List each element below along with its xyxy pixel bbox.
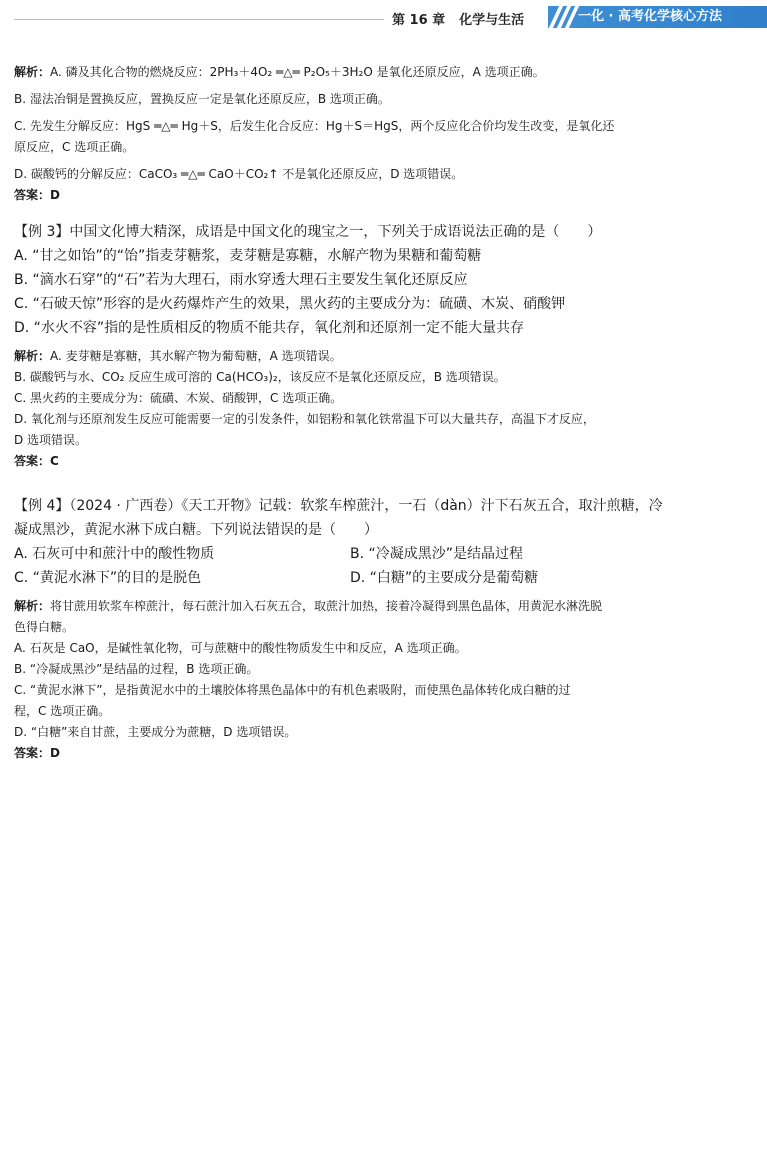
analysis-line: B. “冷凝成黑沙”是结晶的过程，B 选项正确。 (14, 662, 259, 676)
analysis-line: C. 黑火药的主要成分为：硫磺、木炭、硝酸钾，C 选项正确。 (14, 391, 343, 405)
analysis-line: B. 湿法冶铜是置换反应，置换反应一定是氧化还原反应，B 选项正确。 (14, 92, 390, 106)
example-4 (14, 494, 754, 764)
answer-line: 答案：C (14, 454, 59, 468)
answer-line: 答案：D (14, 188, 60, 202)
option-c: C. “黄泥水淋下”的目的是脱色 (14, 570, 202, 586)
question-text: 凝成黑沙，黄泥水淋下成白糖。下列说法错误的是（ ） (14, 522, 378, 538)
option-c: C. “石破天惊”形容的是火药爆炸产生的效果，黑火药的主要成分为：硫磺、木炭、硝酸钾 (14, 296, 566, 312)
analysis-line: C. “黄泥水淋下”，是指黄泥水中的土壤胶体将黑色晶体中的有机色素吸附，而使黑色晶体转化成白糖的过 (14, 683, 571, 697)
analysis-line: C. 先发生分解反应：HgS ═△═ Hg＋S，后发生化合反应：Hg＋S＝HgS，两个反应化合价均发生改变，是氧化还 (14, 119, 615, 133)
analysis-line: 解析：将甘蔗用软浆车榨蔗汁，每石蔗汁加入石灰五合，取蔗汁加热，接着冷凝得到黑色晶体，用黄泥水淋洗脱 (14, 599, 603, 613)
analysis-line: D. 氧化剂与还原剂发生反应可能需要一定的引发条件，如铝粉和氧化铁常温下可以大量共存，高温下才反应， (14, 412, 595, 426)
chapter-heading (392, 9, 524, 28)
options-grid (14, 542, 754, 590)
analysis-line: 解析：A. 麦芽糖是寡糖，其水解产物为葡萄糖，A 选项错误。 (14, 349, 342, 363)
header-rule (14, 19, 384, 20)
option-b: B. “滴水石穿”的“石”若为大理石，雨水穿透大理石主要发生氧化还原反应 (14, 272, 468, 288)
question-text: 【例 3】中国文化博大精深，成语是中国文化的瑰宝之一，下列关于成语说法正确的是（ ） (14, 224, 602, 240)
analysis-block-1 (14, 62, 754, 206)
analysis-line: D. 碳酸钙的分解反应：CaCO₃ ═△═ CaO＋CO₂↑ 不是氧化还原反应，D 选项错误。 (14, 167, 464, 181)
analysis-line: 解析：A. 磷及其化合物的燃烧反应：2PH₃＋4O₂ ═△═ P₂O₅＋3H₂O 是氧化还原反应，A 选项正确。 (14, 65, 545, 79)
chapter-number: 第 16 章 (392, 13, 446, 28)
banner-slashes-decoration (552, 6, 578, 28)
analysis-line: D 选项错误。 (14, 433, 88, 447)
analysis-line: D. “白糖”来自甘蔗，主要成分为蔗糖，D 选项错误。 (14, 725, 297, 739)
option-d: D. “白糖”的主要成分是葡萄糖 (350, 570, 539, 586)
example-3 (14, 220, 754, 472)
analysis-line: A. 石灰是 CaO，是碱性氧化物，可与蔗糖中的酸性物质发生中和反应，A 选项正确。 (14, 641, 467, 655)
option-a: A. “甘之如饴”的“饴”指麦芽糖浆，麦芽糖是寡糖，水解产物为果糖和葡萄糖 (14, 248, 482, 264)
page-content (14, 62, 754, 764)
option-d: D. “水火不容”指的是性质相反的物质不能共存，氧化剂和还原剂一定不能大量共存 (14, 320, 525, 336)
analysis-line: B. 碳酸钙与水、CO₂ 反应生成可溶的 Ca(HCO₃)₂，该反应不是氧化还原反应，B 选项错误。 (14, 370, 506, 384)
analysis-line: 程，C 选项正确。 (14, 704, 111, 718)
analysis-line: 色得白糖。 (14, 620, 75, 634)
chapter-title: 化学与生活 (459, 13, 525, 28)
book-banner: 一化 · 高考化学核心方法 (548, 6, 767, 28)
option-b: B. “冷凝成黑沙”是结晶过程 (350, 546, 524, 562)
option-a: A. 石灰可中和蔗汁中的酸性物质 (14, 546, 215, 562)
page-header (0, 0, 767, 34)
answer-line: 答案：D (14, 746, 60, 760)
question-text: 【例 4】（2024 · 广西卷）《天工开物》记载：软浆车榨蔗汁，一石（dàn）汁下石灰五合，取汁煎糖，冷 (14, 498, 663, 514)
analysis-line: 原反应，C 选项正确。 (14, 140, 135, 154)
